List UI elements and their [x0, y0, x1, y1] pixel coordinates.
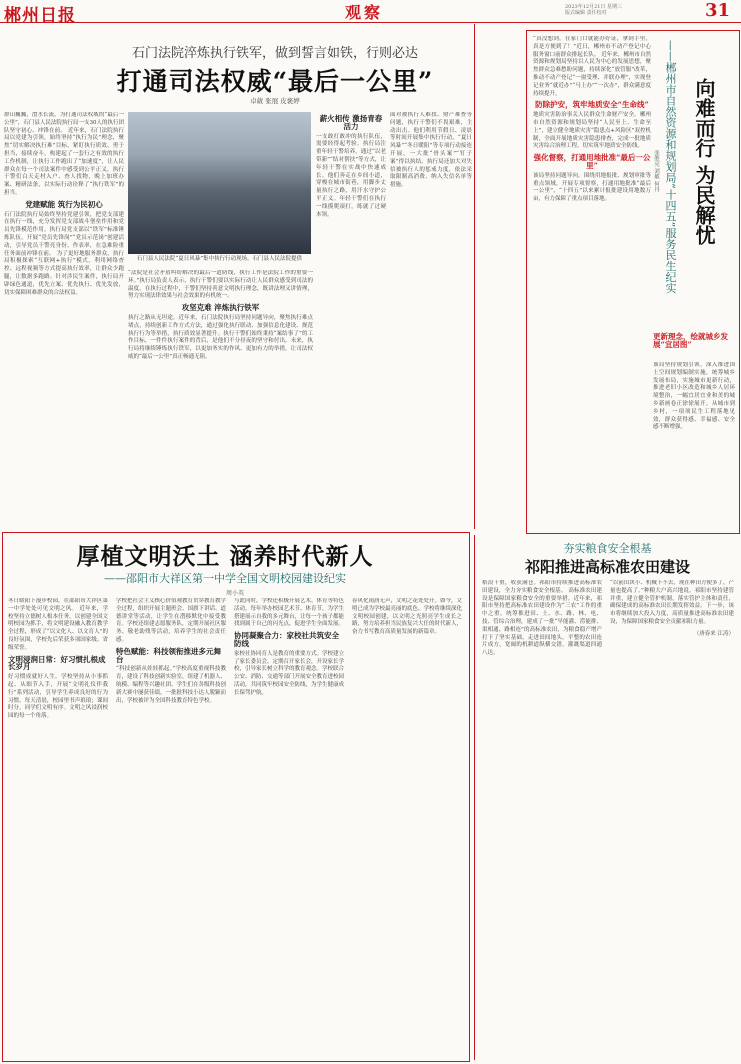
article3-col-1: 冬日暖阳下漫步校园，在邵阳市大祥区第一中学处处可见文明之风。 近年来，学校坚持立德树人根本任务，以创建全国文明校园为抓手，将文明建设融入教育教学全过程，形成了“以文化人、以文育人”的良好氛围，学校先后荣获多项国家级、省级荣誉。 文明浸润日常：好习惯扎根成长岁月 好习惯成就好人生。学校坚持从小事抓起、从细节入手，开展“文明礼仪伴我行”系列活动，引导学生养成良好的行为习惯。每天清晨，校园里书声琅琅；课间时分，同学们文明有序。文明之风浸润校园的每一个角落。 [8, 598, 108, 720]
section-title: 观察 [345, 3, 384, 22]
article2-subtitle: ——郴州市自然资源和规划局“十四五”服务民生纪实 [664, 40, 677, 294]
article3-lead: 冬日暖阳下漫步校园，在邵阳市大祥区第一中学处处可见文明之风。 [8, 598, 108, 612]
article3-col-4: 春风化雨润无声，文明之花处处开。如今，文明已成为学校最亮丽的底色。学校将继续深化文明校园创建，以文明之光照亮学生成长之路，努力培养担当民族复兴大任的时代新人，奋力书写教育高质量发展的新篇章。 [352, 598, 462, 636]
article2-subhead-1: 防除护安，筑牢地质安全“生命线” [535, 100, 649, 110]
article1-photo-caption: 石门县人民法院“夏日风暴”集中执行行动现场。石门县人民法院提供 [136, 256, 303, 262]
article1-subhead-3: 攻坚克难 淬炼执行铁军 [181, 303, 260, 313]
article1-photo [128, 112, 311, 254]
article2-headline: 向难而行 为民解忧 [692, 78, 716, 245]
article3-byline: 周小英 [225, 590, 244, 597]
article1-byline: 卓葳 张展 皮褒婷 [250, 97, 300, 105]
article4-col-1: 稻浪千重，收获满仓。祁阳市持续推进高标准农田建设，全力夯实粮食安全根基。 高标准农田建设是保障国家粮食安全的重要举措。近年来，祁阳市坚持把高标准农田建设作为“三农”工作的重中之重，统筹推进田、土、水、路、林、电、技、管综合治理，建成了一批“旱能灌、涝能排、渠相通、路相连”的高标准农田，为粮食稳产增产打下了坚实基础。走进田间地头，平整的农田连片成方，宽阔的机耕道纵横交错，灌溉渠道四通八达。 [482, 580, 602, 657]
article1-col-1: 群山巍巍，澧水长流。为打通司法权威的“最后一公里”，石门县人民法院执行局一支30人的执行团队坚守初心、冲锋在前。 近年来，石门法院执行局以党建为引领，始终坚持“执行为民”理念，聚焦“切实解决执行难”目标，紧盯执行质效，勇于担当，接续奋斗，构建起了一套行之有效的执行工作机制，让执行工作跑出了“加速度”，让人民群众在每一个司法案件中感受到公平正义。执行干警们白天走村入户、查人找物，晚上加班办案、精研法条，以实际行动诠释了“执行铁军”的担当。 党建赋能 筑行为民初心 石门法院执行局始终坚持党建引领，把党支部建在执行一线，充分发挥党支部战斗堡垒作用和党员先锋模范作用。执行局党支部以“铁军”标准锤炼队伍，开展“党员先锋岗”“党员示范岗”创建活动，引导党员干警亮身份、作表率，在急难险重任务面前冲锋在前。 为了更好地服务群众，执行局积极探索“互联网+执行”模式，利用网络查控、远程视频等方式提高执行效率，让群众少跑腿，让数据多跑路。针对涉民生案件，执行局开辟绿色通道，优先立案、优先执行、优先发放，切实保障困难群众的合法权益。 [4, 112, 124, 296]
article3-headline: 厚植文明沃土 涵养时代新人 [76, 543, 374, 570]
article2-col-1: “真没想到，在家门口就能办好证，拿到手里，真是方便到了！”近日，郴州市不动产登记中心服务窗口前群众排起长队。 近年来，郴州市自然资源和规划局坚持以人民为中心的发展思想，聚焦群众急难愁盼问题，持续深化“放管服”改革，推动不动产登记“一窗受理、并联办理”，实现登记业务“就近办”“马上办”“一次办”，群众满意度持续提升。 防除护安，筑牢地质安全“生命线” 地质灾害防治事关人民群众生命财产安全。郴州市自然资源和规划局坚持“人民至上、生命至上”，建立健全地质灾害“隐患点+风险区”双控机制，全面开展地质灾害隐患排查，完成一批地质灾害综合治理工程，切实筑牢地质安全防线。 强化督察，打通用地批准“最后一公里” 该局坚持问题导向，围绕用地报批、规划审批等重点领域，开展专项督察，打通用地批准“最后一公里”，“十四五”以来累计报批建设用地数万亩，有力保障了重点项目落地。 [533, 36, 651, 203]
article2-subhead-3-wrap [653, 330, 735, 360]
article1-col-3: 薪火相传 激扬青春活力 一支敢打敢冲的执行队伍，需要经得起考验。执行局注重年轻干警培养，通过“以老带新”“结对帮扶”等方式，让年轻干警在实战中快速成长。他们奔走在乡间小道，穿梭在城市街巷，用脚步丈量执行之路，用汗水守护公平正义。年轻干警们在执行一线摸爬滚打，练就了过硬本领。 [316, 114, 386, 218]
newspaper-logo: 郴州日报 [4, 6, 76, 26]
article3-subhead-2: 特色赋能：科技领衔推进多元舞台 [116, 646, 221, 664]
article3-subhead-3: 协同凝聚合力：家校社共筑安全防线 [234, 631, 339, 648]
divider-vertical-2 [474, 535, 475, 1060]
article1-lead: 群山巍巍，澧水长流。为打通司法权威的“最后一公里”，石门县人民法院执行局一支30人的执行团队坚守初心、冲锋在前。 [4, 112, 124, 134]
article4-lead: 稻浪千重，收获满仓。祁阳市持续推进高标准农田建设，全力夯实粮食安全根基。 [482, 580, 602, 594]
article3-col-3: 与此同时，学校还积极开展艺术、体育等特色活动，每年举办校园艺术节、体育节，为学生搭建展示自我的多元舞台，让每一个孩子都能找到属于自己的闪光点，促进学生全面发展。 协同凝聚合力：家校社共筑安全防线 家校社协同育人是教育的重要方式。学校建立了家长委员会，定期召开家长会，开设家长学校，引导家长树立科学的教育观念。学校联合公安、消防、交通等部门开展安全教育进校园活动，共同筑牢校园安全防线，为学生健康成长保驾护航。 [234, 598, 344, 696]
masthead [0, 0, 741, 26]
article4-col-2: “以前田块小、机械下不去，现在种田方便多了，产量也提高了。”种粮大户高兴地说。祁阳市坚持建管并重，建立健全管护机制，落实管护主体和责任，确保建成的高标准农田长期发挥效益。下一步，该市将继续加大投入力度，高质量推进高标准农田建设，为保障国家粮食安全贡献祁阳力量。 （唐春来 江涛） [610, 580, 734, 637]
article2-col-2: 该局坚持规划引领，深入推进国土空间规划编制实施，统筹城乡发展布局，实施城市更新行动，推进老旧小区改造和城乡人居环境整治，一幅宜居宜业和美的城乡新画卷正徐徐展开。从城市到乡村，一项项民生工程落地见效，群众获得感、幸福感、安全感不断增强。 [653, 362, 735, 431]
article1-col-4: 面对被执行人难找、财产难查等问题，执行干警们不畏艰难，主动出击。他们利用节假日、凌晨等时间开展集中执行行动，“夏日风暴”“冬日暖阳”等专项行动接连开展，一大批“骨头案”“钉子案”得以执结。执行局还加大对失信被执行人的惩戒力度，依法采取限制高消费、纳入失信名单等措施。 [390, 112, 472, 189]
article2-subhead-2: 强化督察，打通用地批准“最后一公里” [533, 153, 651, 170]
article2-byline: 张胜亮 刘敏 何丹 [653, 150, 659, 192]
article1-subhead-1: 党建赋能 筑行为民初心 [25, 199, 103, 209]
article1-kicker: 石门法院淬炼执行铁军，做到誓言如铁，行则必达 [131, 46, 418, 61]
article4-note: （唐春来 江涛） [693, 630, 734, 637]
article2-subhead-3: 更新理念，绘就城乡发展“宜居图” [653, 332, 728, 349]
page-number: 31 [705, 0, 731, 21]
article4-headline: 祁阳推进高标准农田建设 [524, 558, 690, 576]
article2-lead: “真没想到，在家门口就能办好证，拿到手里，真是方便到了！”近日，郴州市不动产登记中心服务窗口前群众排起长队。 [533, 36, 651, 58]
divider-vertical-1 [474, 24, 475, 529]
article3-col-2: 学校把社会主义核心价值观教育贯穿教育教学全过程，组织开展主题班会、国旗下讲话、道德讲堂等活动，让学生在潜移默化中接受教育。学校还组建志愿服务队，定期开展社区服务、敬老助残等活动，培养学生的社会责任感。 特色赋能：科技领衔推进多元舞台 “科技创新从娃娃抓起。”学校高度重视科技教育，建设了科技创新实验室，组建了机器人、航模、编程等兴趣社团。学生们在各级科技创新大赛中屡获佳绩，一批批科技小达人脱颖而出，学校被评为全国科技教育特色学校。 [116, 598, 226, 704]
article1-subhead-2: 薪火相传 激扬青春活力 [319, 114, 383, 131]
article1-col-2: “法院是社会矛盾纠纷解决的最后一道防线，执行工作是法院工作的重要一环。”执行局负责人表示，执行干警们要以实际行动让人民群众感受到司法的温度。在执行过程中，干警们坚持善意文明执行理念，既讲法理又讲情理，努力实现法律效果与社会效果的有机统一。 攻坚克难 淬炼执行铁军 执行之路从无坦途。近年来，石门法院执行局坚持问题导向，聚焦执行难点堵点，持续创新工作方式方法，通过强化执行联动、加强信息化建设、规范执行行为等举措，执行质效显著提升。执行干警们始终秉持“案结事了”的工作目标，一件件执行案件的背后，是他们不分昼夜的坚守和付出。未来，执行局将继续锤炼执行铁军，以更加务实的作风、更加有力的举措，让司法权威的“最后一公里”真正畅通无阻。 [128, 270, 313, 360]
article1-headline: 打通司法权威“最后一公里” [116, 67, 434, 96]
date-line: 2023年12月21日 星期三 版式编辑 责任校对 [565, 4, 623, 16]
article4-kicker: 夯实粮食安全根基 [563, 542, 652, 555]
article3-subtitle: ——邵阳市大祥区第一中学全国文明校园建设纪实 [104, 572, 346, 585]
article3-subhead-1: 文明浸润日常：好习惯扎根成长岁月 [8, 654, 106, 672]
